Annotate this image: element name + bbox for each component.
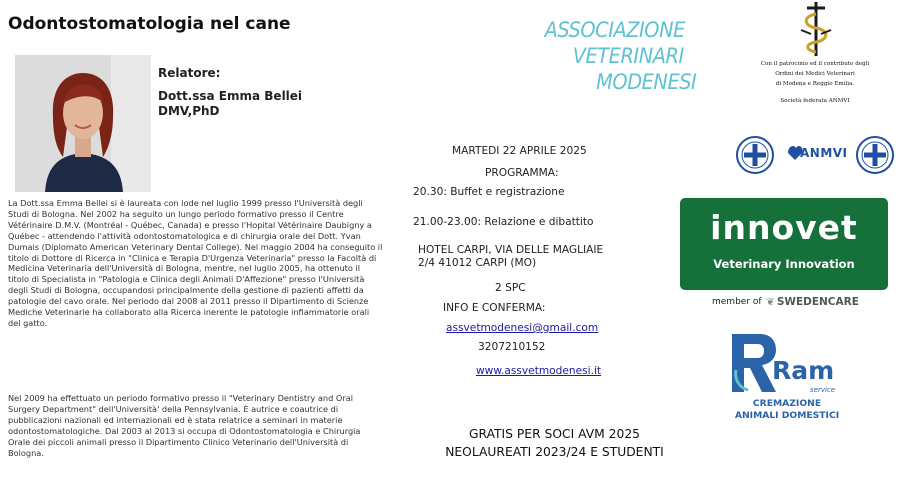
free-entry-line-1: GRATIS PER SOCI AVM 2025 (469, 427, 640, 441)
free-entry-notice (402, 425, 707, 461)
ram-logo (730, 330, 850, 400)
page-title: Odontostomatologia nel cane (8, 14, 291, 34)
speaker-label: Relatore: (158, 66, 221, 80)
ram-tagline (722, 398, 852, 421)
ram-tagline-1: CREMAZIONE (752, 398, 822, 409)
event-date: MARTEDI 22 APRILE 2025 (452, 145, 587, 157)
speaker-degree: DMV,PhD (158, 104, 220, 118)
schedule-slot-1: 20.30: Buffet e registrazione (413, 186, 565, 198)
association-line-1: ASSOCIAZIONE (544, 18, 685, 43)
ordine-emblem-icon (795, 0, 837, 58)
swedencare-logo (766, 296, 859, 308)
association-line-3: MODENESI (596, 70, 697, 95)
swedencare-text: SWEDENCARE (776, 296, 859, 308)
member-of-label: member of (712, 297, 762, 307)
bio-paragraph-1: La Dott.ssa Emma Bellei si è laureata con lode nel luglio 1999 presso l'Università degli Studi di Bologna. Nel 2002 ha seguito un lungo periodo formativo presso il Centre Vétérinaire D.M.V. (Montréal - Québec, Canada) e presso l'Hopital Vétérinaire Daubigny a Québec - attendendo l'attività odontostomatologica e di chirurgia orale del Dott. Yvan Dumais (Diplomato American Veterinary Dental College). Nel maggio 2004 ha conseguito il titolo di Dottore di Ricerca in "Clinica e Terapia D'Urgenza Veterinaria" presso la Facoltà di Medicina Veterinaria dell'Università di Bologna, mentre, nel luglio 2005, ha ottenuto il titolo di Specialista in "Patologia e Clinica degli Animali D'Affezione" presso l'Università degli Studi di Bologna, occupandosi principalmente della gestione di pazienti affetti da patologie del cavo orale. Nel periodo dal 2008 al 2011 presso il Dipartimento di Scienze Mediche Veterinarie ha collaborato alla Ricerca inerente le patologie infiammatorie orali del gatto. (8, 198, 383, 328)
schedule-slot-2: 21.00-23.00: Relazione e dibattito (413, 216, 594, 228)
association-line-2: VETERINARI (572, 44, 684, 69)
anmvi-logo (784, 140, 846, 166)
speaker-photo (15, 55, 151, 192)
ram-wordmark: Ram (772, 356, 835, 385)
venue-line-1: HOTEL CARPI, VIA DELLE MAGLIAIE (418, 244, 604, 256)
patronage-line-4: Società federata ANMVI (780, 98, 850, 105)
patronage-line-3: di Modena e Reggio Emilia. (775, 80, 855, 87)
free-entry-line-2: NEOLAUREATI 2023/24 E STUDENTI (445, 445, 664, 459)
email-link[interactable]: assvetmodenesi@gmail.com (446, 322, 599, 334)
phone-number: 3207210152 (478, 341, 546, 353)
patronage-line-2: Ordini dei Medici Veterinari (775, 70, 855, 77)
bio-paragraph-2: Nel 2009 ha effettuato un periodo formativo presso il "Veterinary Dentistry and Oral Surgery Department" dell'Università' della Pennsylvania. È autrice e coautrice di pubblicazioni nazionali ed internazionali ed è stata relatrice a seminari in materie odontostomatologiche. Dal 2003 al 2013 si occupa di Odontostomatologia e Chirurgia Orale dei piccoli animali presso il Dipartimento Clinico Veterinario dell'Università di Bologna. (8, 393, 361, 458)
medical-seal-icon (735, 135, 775, 175)
speaker-name-block (158, 89, 302, 119)
patronage-line-1: Con il patrocinio ed il contributo degli (760, 61, 870, 67)
speaker-name: Dott.ssa Emma Bellei (158, 89, 303, 103)
venue-address (418, 244, 603, 270)
swedencare-icon: ❦ (766, 296, 775, 308)
ram-service: service (810, 386, 836, 394)
venue-line-2: 2/4 41012 CARPI (MO) (418, 257, 537, 269)
ram-tagline-2: ANIMALI DOMESTICI (734, 409, 840, 421)
programma-heading: PROGRAMMA: (485, 167, 559, 179)
medical-seal-icon (855, 135, 895, 175)
anmvi-text: ANMVI (800, 146, 848, 160)
association-logo (527, 18, 703, 96)
innovet-logo (680, 198, 888, 290)
innovet-wordmark: innovet (710, 208, 858, 247)
patronage-text (740, 60, 890, 107)
credits: 2 SPC (495, 282, 526, 294)
innovet-subtitle: Veterinary Innovation (713, 257, 855, 271)
info-heading: INFO E CONFERMA: (443, 302, 546, 314)
website-link[interactable]: www.assvetmodenesi.it (476, 365, 602, 377)
